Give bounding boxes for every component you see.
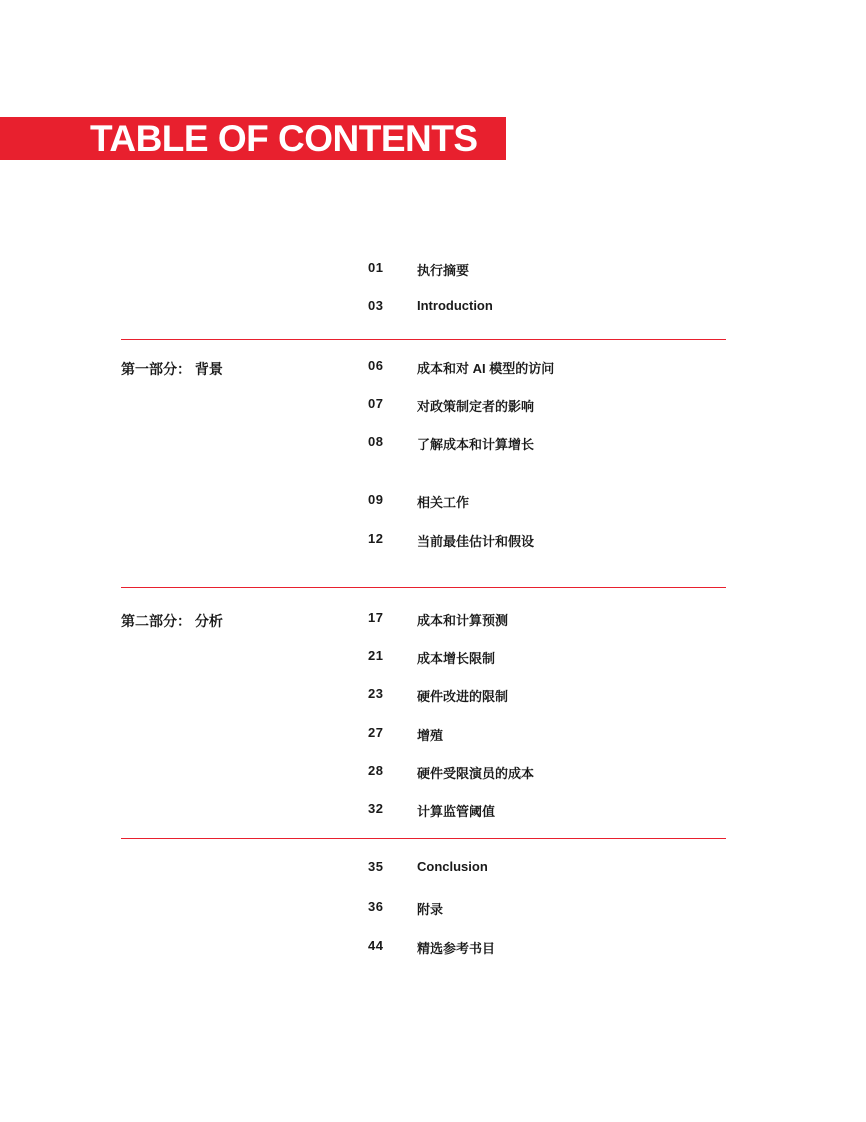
toc-page-number: 32 — [368, 801, 384, 816]
toc-page-number: 08 — [368, 434, 384, 449]
toc-entry-title: Conclusion — [417, 859, 488, 874]
section-divider — [121, 587, 726, 588]
toc-page-number: 06 — [368, 358, 384, 373]
toc-page-number: 12 — [368, 531, 384, 546]
toc-page-number: 17 — [368, 610, 384, 625]
toc-entry[interactable] — [0, 396, 866, 416]
section-label: 第一部分： 背景 — [121, 361, 223, 377]
toc-entry[interactable] — [0, 686, 866, 706]
toc-entry[interactable] — [0, 801, 866, 821]
toc-entry-title: 当前最佳估计和假设 — [417, 534, 535, 549]
toc-entry-title: 精选参考书目 — [417, 941, 496, 956]
toc-page-number: 09 — [368, 492, 384, 507]
toc-page-number: 01 — [368, 260, 384, 275]
toc-entry[interactable] — [0, 938, 866, 958]
toc-entry-title: 硬件改进的限制 — [417, 689, 509, 704]
toc-entry[interactable] — [0, 531, 866, 551]
toc-page-number: 21 — [368, 648, 384, 663]
toc-entry-title: 执行摘要 — [417, 263, 470, 278]
toc-page-number: 28 — [368, 763, 384, 778]
toc-page-number: 03 — [368, 298, 384, 313]
toc-entry[interactable] — [0, 358, 866, 378]
toc-entry-title: 了解成本和计算增长 — [417, 437, 535, 452]
toc-entry-title: 增殖 — [417, 728, 444, 743]
toc-entry-title: Introduction — [417, 298, 493, 313]
toc-entry-title: 附录 — [417, 902, 444, 917]
toc-entry[interactable] — [0, 492, 866, 512]
toc-entry-title: 成本和对 AI 模型的访问 — [417, 361, 555, 376]
toc-page-number: 07 — [368, 396, 384, 411]
page-title: TABLE OF CONTENTS — [90, 118, 478, 159]
toc-entry[interactable] — [0, 859, 866, 879]
toc-entry[interactable] — [0, 610, 866, 630]
toc-page-number: 44 — [368, 938, 384, 953]
section-divider — [121, 339, 726, 340]
toc-entry-title: 成本增长限制 — [417, 651, 496, 666]
toc-page-number: 36 — [368, 899, 384, 914]
toc-entry-title: 对政策制定者的影响 — [417, 399, 535, 414]
toc-page-number: 35 — [368, 859, 384, 874]
toc-entry-title: 成本和计算预测 — [417, 613, 509, 628]
toc-entry[interactable] — [0, 298, 866, 318]
toc-entry[interactable] — [0, 434, 866, 454]
toc-page-number: 27 — [368, 725, 384, 740]
toc-entry[interactable] — [0, 725, 866, 745]
toc-entry[interactable] — [0, 648, 866, 668]
toc-entry[interactable] — [0, 763, 866, 783]
toc-entry-title: 硬件受限演员的成本 — [417, 766, 535, 781]
toc-entry-title: 相关工作 — [417, 495, 470, 510]
section-label: 第二部分： 分析 — [121, 613, 223, 629]
toc-entry[interactable] — [0, 899, 866, 919]
toc-page-number: 23 — [368, 686, 384, 701]
toc-entry[interactable] — [0, 260, 866, 280]
section-divider — [121, 838, 726, 839]
toc-entry-title: 计算监管阈值 — [417, 804, 496, 819]
